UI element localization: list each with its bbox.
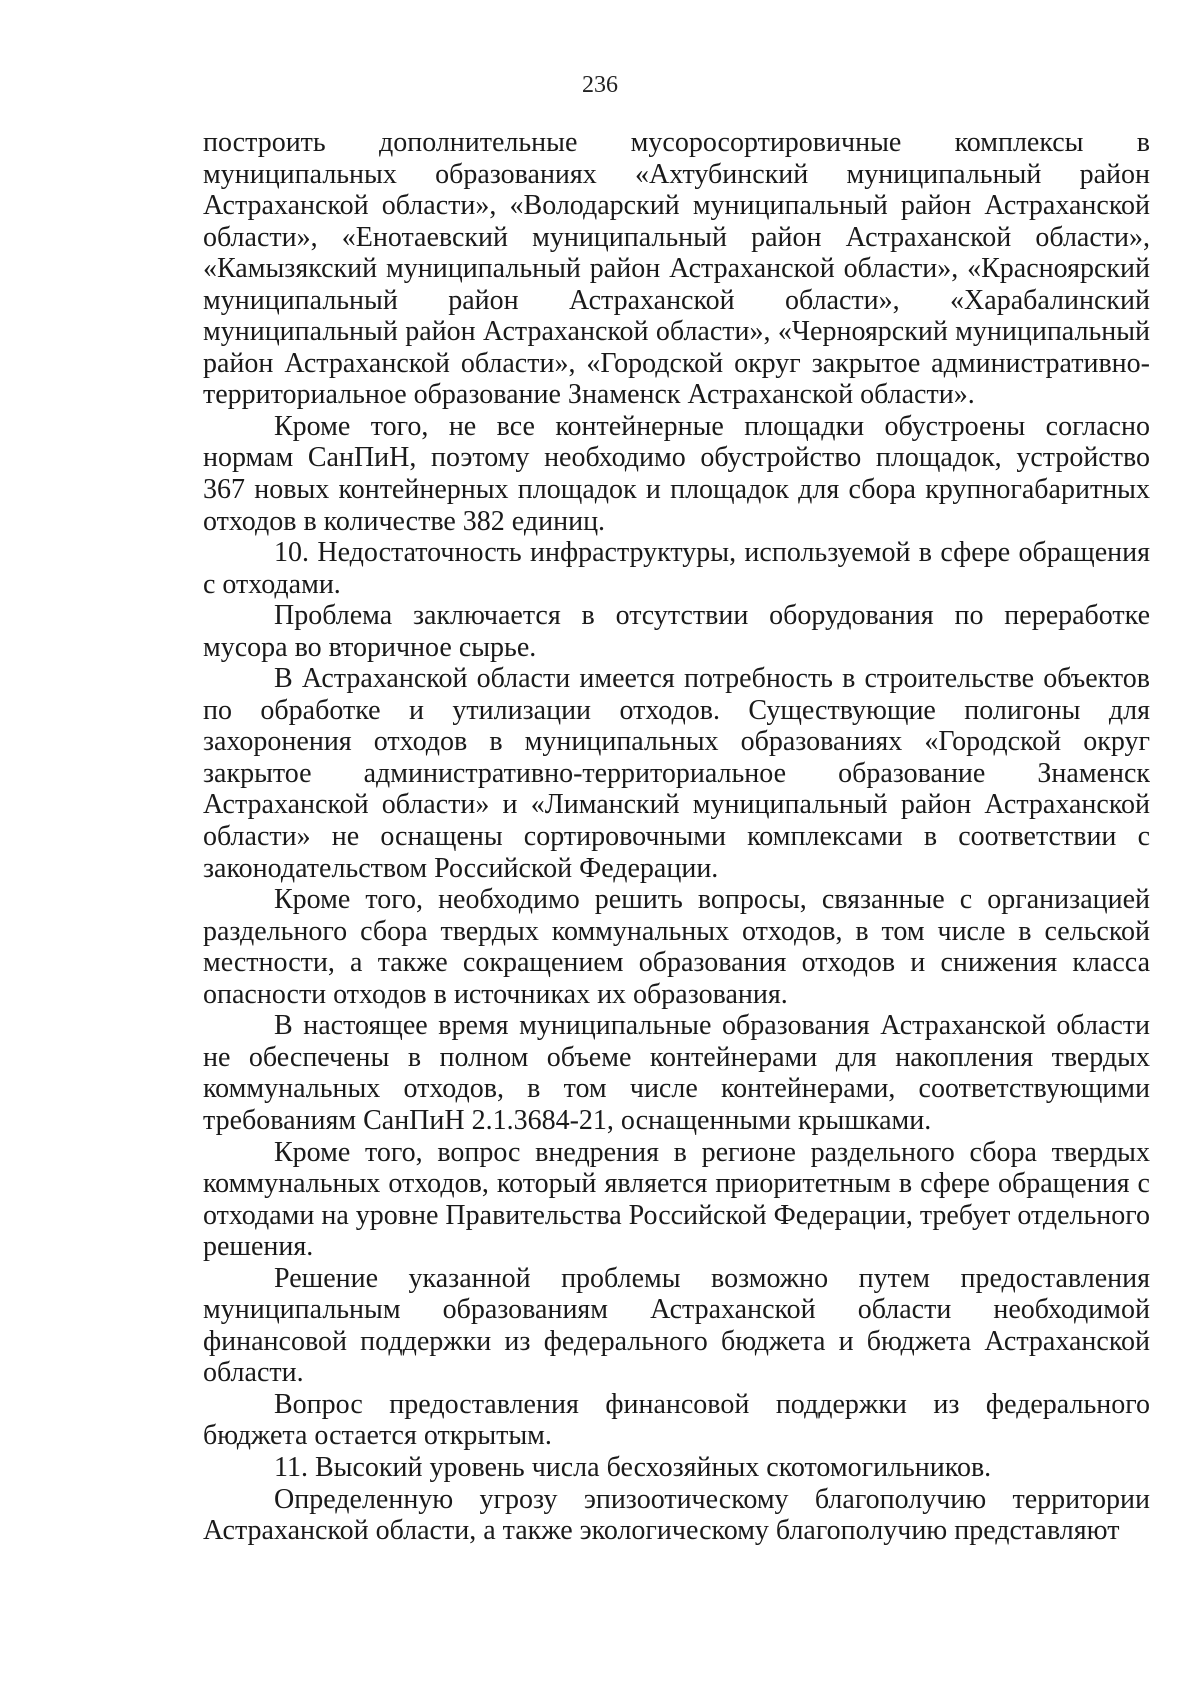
numbered-heading: 10. Недостаточность инфраструктуры, используемой в сфере обращения с отходами. <box>203 537 1150 600</box>
paragraph: В Астраханской области имеется потребность в строительстве объектов по обработке и утилизации отходов. Существующие полигоны для захоронения отходов в муниципальных образованиях «Городской округ закрытое административно-территориальное образование Знаменск Астраханской области» и «Лиманский муниципальный район Астраханской области» не оснащены сортировочными комплексами в соответствии с законодательством Российской Федерации. <box>203 663 1150 884</box>
paragraph: Определенную угрозу эпизоотическому благополучию территории Астраханской области, а также экологическому благополучию представляют <box>203 1483 1150 1547</box>
paragraph: Кроме того, не все контейнерные площадки обустроены согласно нормам СанПиН, поэтому необходимо обустройство площадок, устройство 367 новых контейнерных площадок и площадок для сбора крупногабаритных отходов в количестве 382 единиц. <box>203 410 1150 537</box>
paragraph: Вопрос предоставления финансовой поддержки из федерального бюджета остается открытым. <box>203 1388 1150 1452</box>
page-number: 236 <box>582 72 618 98</box>
paragraph: В настоящее время муниципальные образования Астраханской области не обеспечены в полном объеме контейнерами для накопления твердых коммунальных отходов, в том числе контейнерами, соответствующими требованиям СанПиН 2.1.3684-21, оснащенными крышками. <box>203 1010 1150 1136</box>
numbered-heading: 11. Высокий уровень числа бесхозяйных скотомогильников. <box>274 1451 992 1483</box>
paragraph: Кроме того, необходимо решить вопросы, связанные с организацией раздельного сбора твердых коммунальных отходов, в том числе в сельской местности, а также сокращением образования отходов и снижения класса опасности отходов в источниках их образования. <box>203 884 1150 1010</box>
paragraph: Кроме того, вопрос внедрения в регионе раздельного сбора твердых коммунальных отходов, который является приоритетным в сфере обращения с отходами на уровне Правительства Российской Федерации, требует отдельного решения. <box>203 1136 1151 1263</box>
paragraph: Решение указанной проблемы возможно путем предоставления муниципальным образованиям Астраханской области необходимой финансовой поддержки из федерального бюджета и бюджета Астраханской области. <box>203 1262 1150 1389</box>
document-body <box>203 127 1150 1547</box>
paragraph: Проблема заключается в отсутствии оборудования по переработке мусора во вторичное сырье. <box>203 600 1150 663</box>
paragraph: построить дополнительные мусоросортировичные комплексы в муниципальных образованиях «Ахтубинский муниципальный район Астраханской области», «Володарский муниципальный район Астраханской области», «Енотаевский муниципальный район Астраханской области», «Камызякский муниципальный район Астраханской области», «Красноярский муниципальный район Астраханской области», «Харабалинский муниципальный район Астраханской области», «Черноярский муниципальный район Астраханской области», «Городской округ закрытое административно-территориальное образование Знаменск Астраханской области». <box>203 127 1150 411</box>
